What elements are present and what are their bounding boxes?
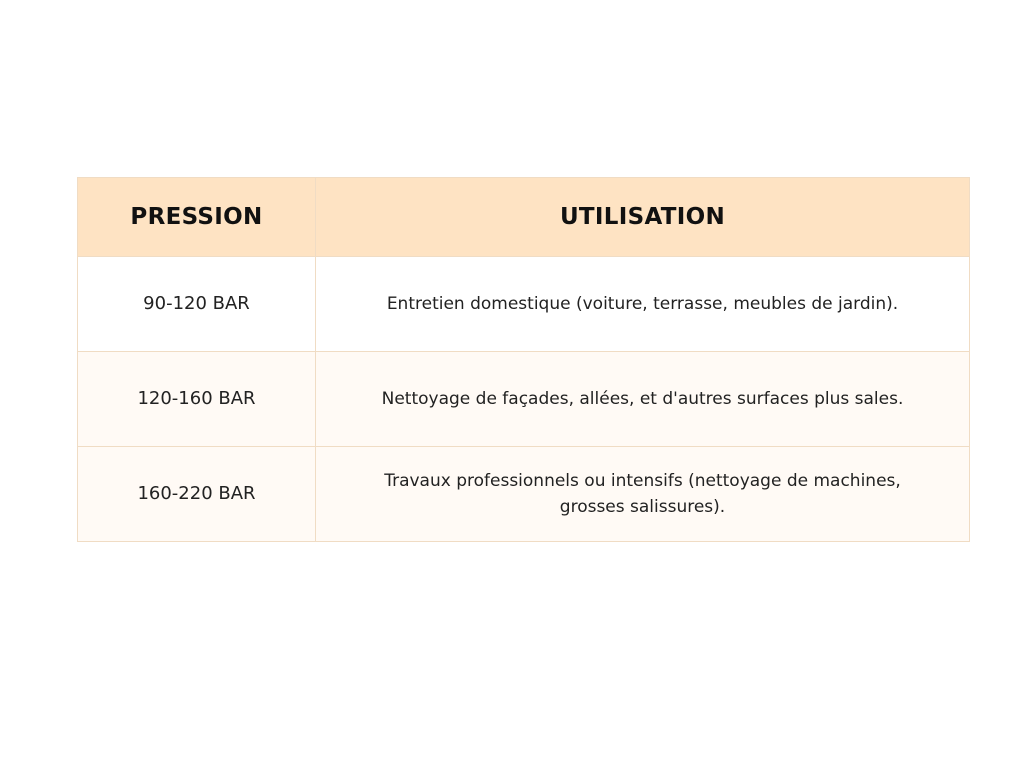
utilisation-cell: Entretien domestique (voiture, terrasse, meubles de jardin). [316, 257, 970, 352]
pression-cell: 120-160 BAR [78, 352, 316, 447]
table-row [78, 257, 970, 352]
header-pression: PRESSION [78, 178, 316, 257]
utilisation-cell: Travaux professionnels ou intensifs (nettoyage de machines, grosses salissures). [316, 447, 970, 542]
table-header-row [78, 178, 970, 257]
table-row [78, 447, 970, 542]
table-row [78, 352, 970, 447]
utilisation-cell: Nettoyage de façades, allées, et d'autres surfaces plus sales. [316, 352, 970, 447]
pressure-usage-table [77, 177, 970, 542]
pression-cell: 160-220 BAR [78, 447, 316, 542]
header-utilisation: UTILISATION [316, 178, 970, 257]
pression-cell: 90-120 BAR [78, 257, 316, 352]
